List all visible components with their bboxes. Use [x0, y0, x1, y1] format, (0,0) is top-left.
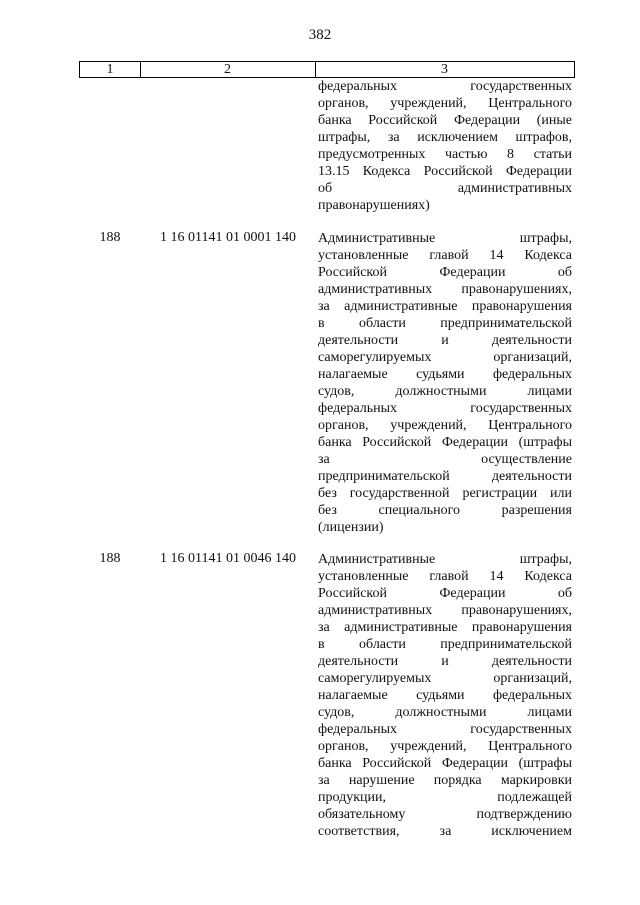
text-line: установленные главой 14 Кодекса [318, 569, 572, 584]
page-number: 382 [308, 27, 332, 43]
text-line: судов, должностными лицами [318, 384, 572, 399]
text-line: деятельности и деятельности [318, 333, 572, 348]
text-line: федеральных государственных [318, 722, 572, 737]
row-budget-code: 1 16 01141 01 0001 140 [160, 230, 296, 245]
text-line: банка Российской Федерации (штрафы [318, 435, 572, 450]
header-col-1: 1 [80, 62, 141, 77]
text-line: соответствия, за исключением [318, 824, 572, 839]
row-admin-code: 188 [99, 230, 121, 245]
text-line: саморегулируемых организаций, [318, 671, 572, 686]
text-line: федеральных государственных [318, 79, 572, 94]
text-line: в области предпринимательской [318, 316, 572, 331]
text-line: за нарушение порядка маркировки [318, 773, 572, 788]
text-line: органов, учреждений, Центрального [318, 418, 572, 433]
text-line: деятельности и деятельности [318, 654, 572, 669]
text-line: без государственной регистрации или [318, 486, 572, 501]
text-line: за административные правонарушения [318, 299, 572, 314]
row-admin-code: 188 [99, 551, 121, 566]
text-line: органов, учреждений, Центрального [318, 96, 572, 111]
text-line: об административных [318, 181, 572, 196]
continued-description [318, 78, 572, 214]
table-header-row [79, 61, 575, 78]
text-line: обязательному подтверждению [318, 807, 572, 822]
text-line: за административные правонарушения [318, 620, 572, 635]
text-line: предусмотренных частью 8 статьи [318, 147, 572, 162]
text-line: Российской Федерации об [318, 265, 572, 280]
row-description [318, 230, 572, 536]
text-line: установленные главой 14 Кодекса [318, 248, 572, 263]
text-line: продукции, подлежащей [318, 790, 572, 805]
text-line: банка Российской Федерации (штрафы [318, 756, 572, 771]
text-line: Административные штрафы, [318, 231, 572, 246]
text-line: штрафы, за исключением штрафов, [318, 130, 572, 145]
text-line: Административные штрафы, [318, 552, 572, 567]
text-line: административных правонарушениях, [318, 603, 572, 618]
text-line: саморегулируемых организаций, [318, 350, 572, 365]
text-line: налагаемые судьями федеральных [318, 367, 572, 382]
text-line: за осуществление [318, 452, 572, 467]
text-line: правонарушениях) [318, 198, 430, 213]
text-line: судов, должностными лицами [318, 705, 572, 720]
text-line: 13.15 Кодекса Российской Федерации [318, 164, 572, 179]
row-budget-code: 1 16 01141 01 0046 140 [160, 551, 296, 566]
text-line: органов, учреждений, Центрального [318, 739, 572, 754]
header-col-3: 3 [441, 62, 448, 77]
header-col-2: 2 [140, 62, 316, 77]
text-line: без специального разрешения [318, 503, 572, 518]
text-line: федеральных государственных [318, 401, 572, 416]
text-line: в области предпринимательской [318, 637, 572, 652]
text-line: (лицензии) [318, 520, 384, 535]
text-line: банка Российской Федерации (иные [318, 113, 572, 128]
text-line: Российской Федерации об [318, 586, 572, 601]
row-description [318, 551, 572, 840]
text-line: налагаемые судьями федеральных [318, 688, 572, 703]
text-line: предпринимательской деятельности [318, 469, 572, 484]
text-line: административных правонарушениях, [318, 282, 572, 297]
